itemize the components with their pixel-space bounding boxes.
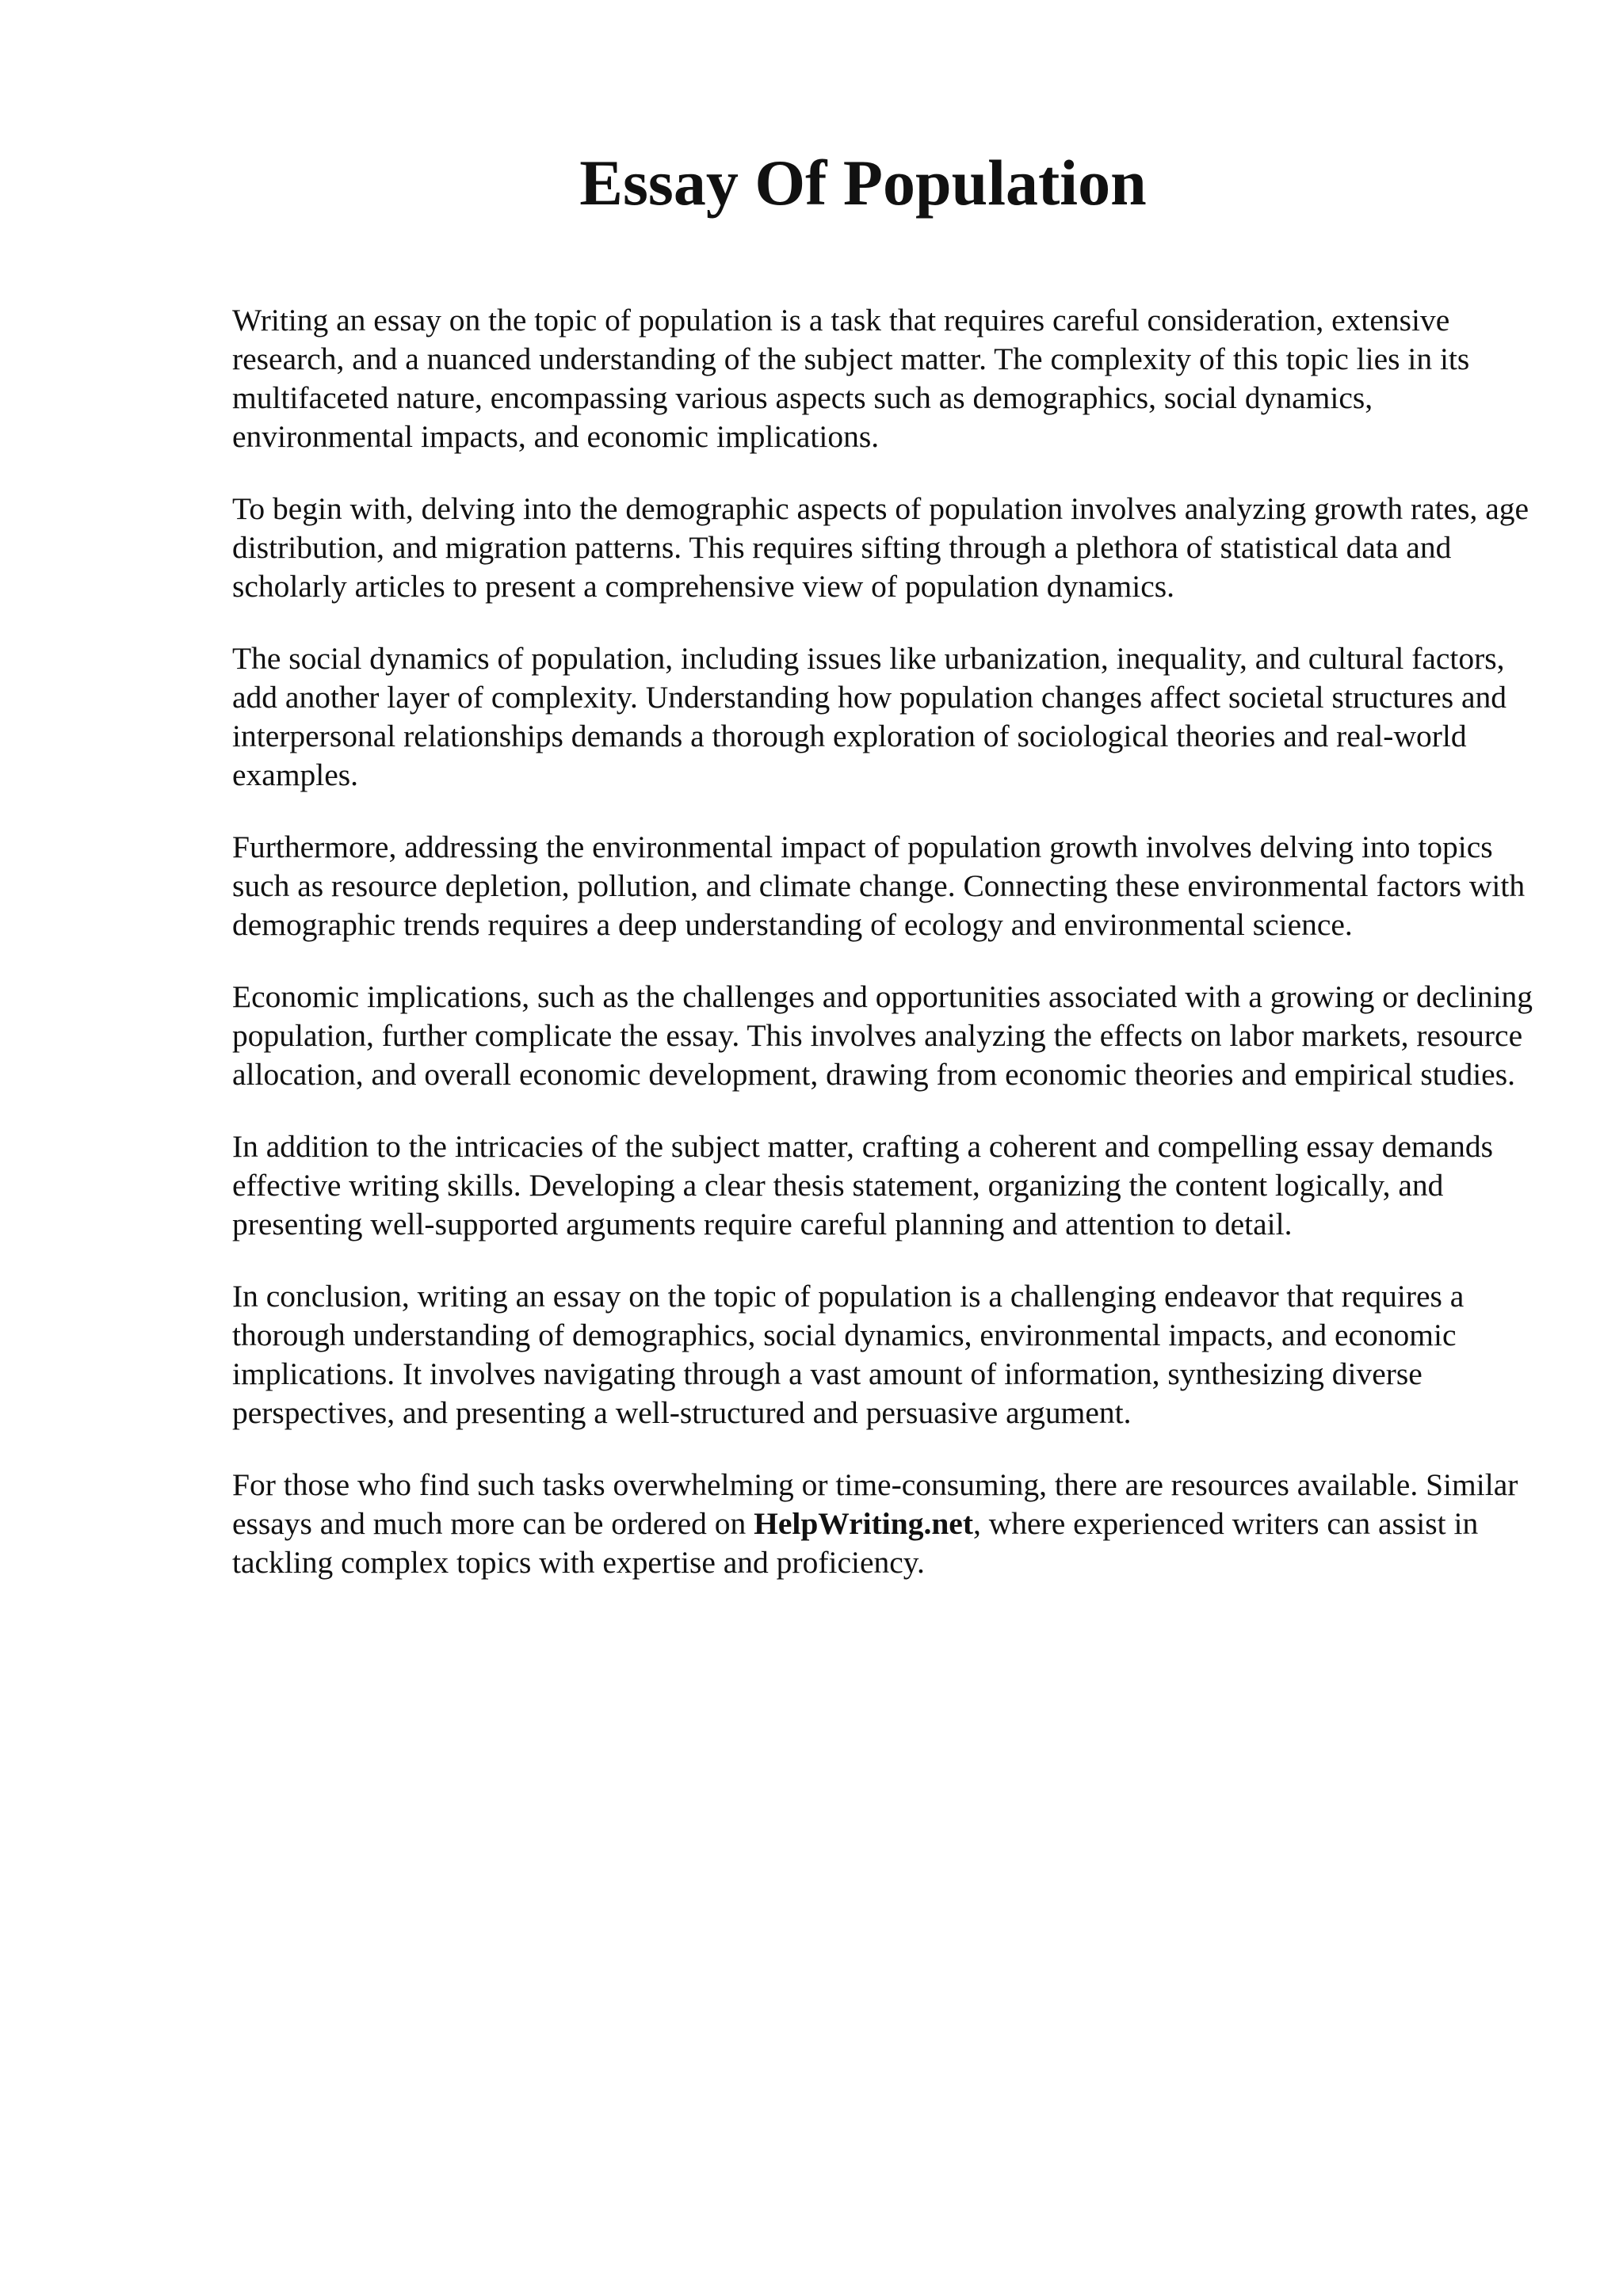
paragraph-demographics: To begin with, delving into the demographic aspects of population involves analyzing growth rates, age distribution, and migration patterns. This requires sifting through a plethora of statistical data and scholarly articles to present a comprehensive view of population dynamics. (232, 491, 1529, 604)
essay-body (232, 301, 1533, 1615)
paragraph-economics: Economic implications, such as the challenges and opportunities associated with a growing or declining population, further complicate the essay. This involves analyzing the effects on labor markets, resource allocation, and overall economic development, drawing from economic theories and empirical studies. (232, 979, 1533, 1092)
paragraph-conclusion: In conclusion, writing an essay on the topic of population is a challenging endeavor that requires a thorough understanding of demographics, social dynamics, environmental impacts, and economic implications. It involves navigating through a vast amount of information, synthesizing diverse perspectives, and presenting a well-structured and persuasive argument. (232, 1279, 1465, 1430)
document-title: Essay Of Population (579, 147, 1147, 219)
closing-text-after: , where experienced writers can assist in tackling complex topics with expertise and proficiency. (232, 1506, 1479, 1580)
paragraph-environment: Furthermore, addressing the environmental impact of population growth involves delving into topics such as resource depletion, pollution, and climate change. Connecting these environmental factors with demographic trends requires a deep understanding of ecology and environmental science. (232, 830, 1526, 942)
paragraph-writing-skills: In addition to the intricacies of the subject matter, crafting a coherent and compelling essay demands effective writing skills. Developing a clear thesis statement, organizing the content logically, and presenting well-supported arguments require careful planning and attention to detail. (232, 1129, 1494, 1241)
paragraph-closing (232, 1466, 1533, 1582)
brand-name: HelpWriting.net (754, 1506, 973, 1541)
closing-text-before: For those who find such tasks overwhelming or time-consuming, there are resources available. Similar essays and much more can be ordered on (232, 1467, 1518, 1541)
paragraph-intro: Writing an essay on the topic of population is a task that requires careful consideration, extensive research, and a nuanced understanding of the subject matter. The complexity of this topic lies in its multifaceted nature, encompassing various aspects such as demographics, social dynamics, environmental impacts, and economic implications. (232, 303, 1470, 454)
paragraph-social-dynamics: The social dynamics of population, including issues like urbanization, inequality, and cultural factors, add another layer of complexity. Understanding how population changes affect societal structures and interpersonal relationships demands a thorough exploration of sociological theories and real-world examples. (232, 641, 1507, 792)
